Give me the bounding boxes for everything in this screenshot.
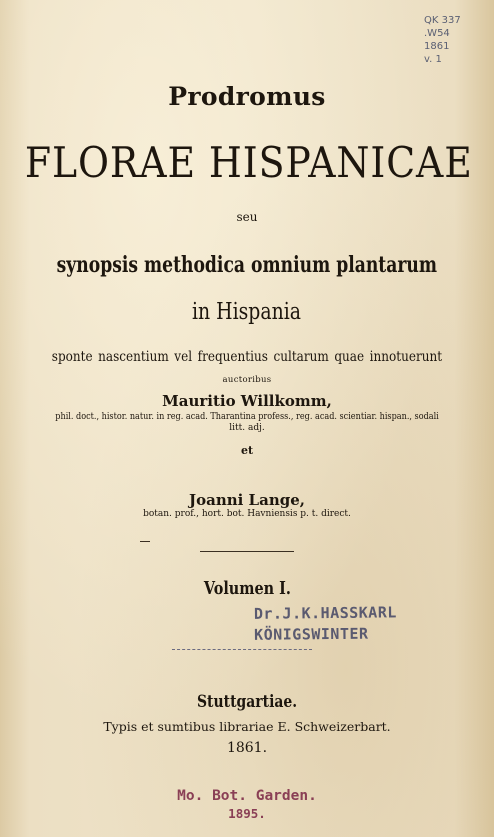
volume-label <box>0 578 494 599</box>
dash-mark <box>140 541 150 542</box>
library-stamp: Mo. Bot. Garden. <box>177 788 317 804</box>
call-number <box>424 14 484 66</box>
title-synopsis <box>0 252 494 278</box>
ownership-stamp-line1: Dr.J.K.HASSKARL <box>253 603 397 623</box>
author-willkomm: Mauritio Willkomm, <box>162 392 332 410</box>
title-sponte <box>0 349 494 365</box>
call-number-line: .W54 <box>424 28 450 39</box>
title-in-hispania <box>0 299 494 325</box>
author-lange-affiliation: botan. prof., hort. bot. Havniensis p. t. direct. <box>143 509 351 519</box>
call-number-line: v. 1 <box>424 54 442 65</box>
author-willkomm-affiliation-2: litt. adj. <box>229 423 265 433</box>
author-willkomm-affiliation <box>0 411 494 423</box>
title-in-hispania-text: in Hispania <box>192 299 302 325</box>
affiliation-line1: phil. doct., histor. natur. in reg. acad. Tharantina profess., reg. acad. scientiar. hispan., sodali <box>55 412 439 422</box>
imprint-city <box>0 692 494 712</box>
call-number-line: QK 337 <box>424 15 461 26</box>
library-stamp-year: 1895. <box>228 806 266 821</box>
imprint-year: 1861. <box>226 740 268 756</box>
imprint-publisher: Typis et sumtibus librariae E. Schweizerbart. <box>103 719 391 734</box>
auctoribus-label: auctoribus <box>222 375 272 385</box>
title-synopsis-text: synopsis methodica omnium plantarum <box>56 252 438 278</box>
conjunction-et: et <box>240 444 254 457</box>
title-seu: seu <box>236 210 258 224</box>
title-florae-hispanicae-text: FLORAE HISPANICAE <box>24 138 473 187</box>
imprint-city-text: Stuttgartiae. <box>196 692 298 712</box>
ownership-stamp-line2: KÖNIGSWINTER <box>254 624 369 644</box>
call-number-line: 1861 <box>424 41 450 52</box>
ownership-stamp <box>254 603 414 644</box>
title-sponte-text: sponte nascentium vel frequentius cultarum quae innotuerunt <box>51 349 443 365</box>
dotted-line <box>172 649 312 650</box>
title-florae-hispanicae <box>0 138 494 187</box>
volume-label-text: Volumen I. <box>203 578 291 599</box>
divider-rule <box>200 551 294 552</box>
title-prodromus: Prodromus <box>168 82 326 111</box>
author-lange: Joanni Lange, <box>189 491 305 509</box>
